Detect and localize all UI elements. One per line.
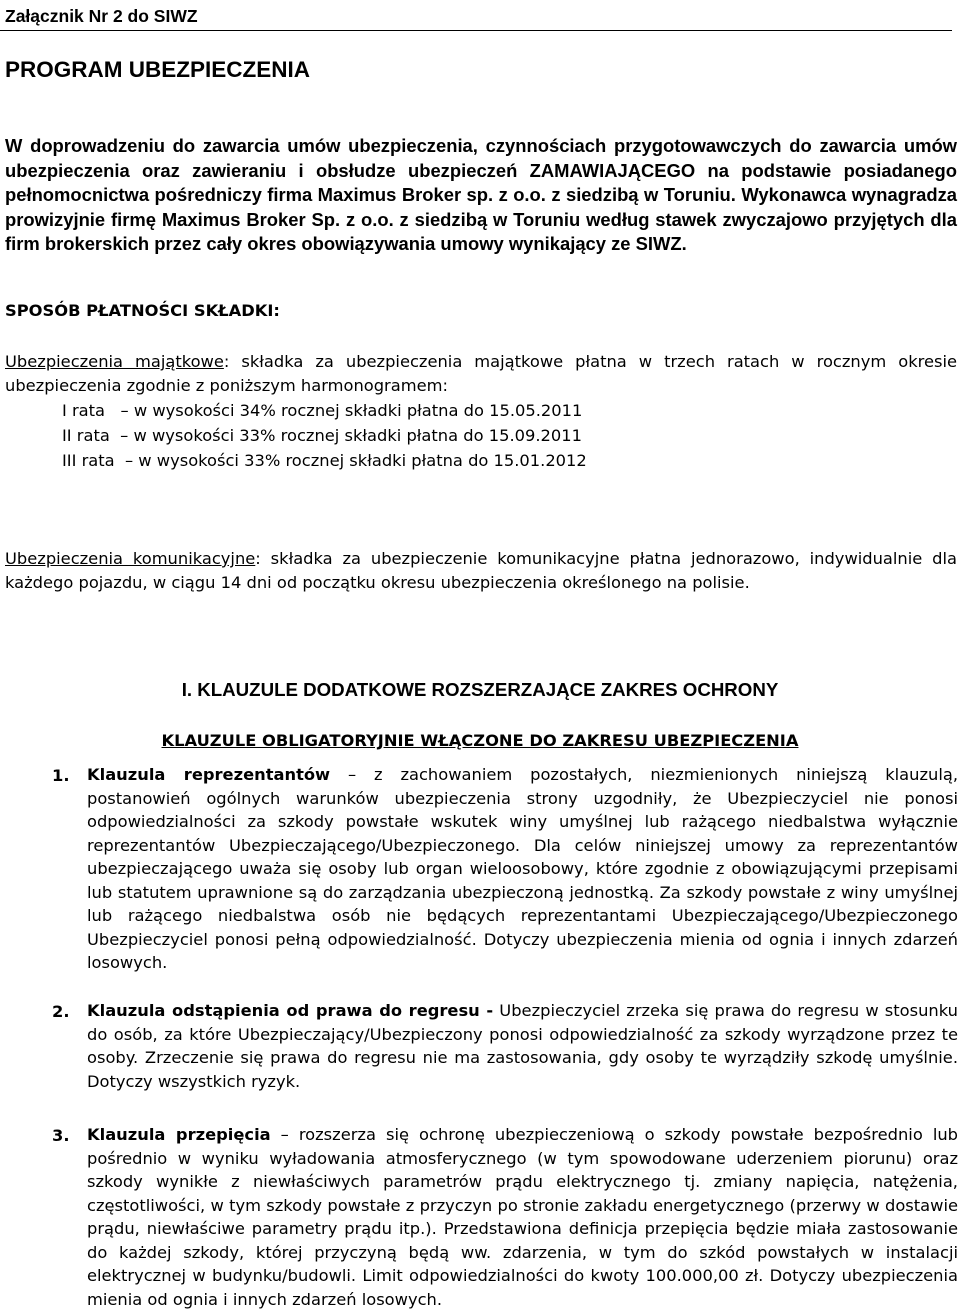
vehicle-insurance-paragraph: [5, 547, 957, 594]
installment-2: II rata – w wysokości 33% rocznej składki płatna do 15.09.2011: [62, 426, 582, 445]
section-subtitle: KLAUZULE OBLIGATORYJNIE WŁĄCZONE DO ZAKRESU UBEZPIECZENIA: [161, 731, 799, 750]
clause-number: 2.: [52, 1002, 70, 1021]
property-insurance-label: Ubezpieczenia majątkowe: [5, 352, 224, 371]
clause-name: Klauzula reprezentantów: [87, 765, 331, 784]
intro-paragraph: W doprowadzeniu do zawarcia umów ubezpieczenia, czynnościach przygotowawczych do zawarcia umów ubezpieczenia oraz zawieraniu i obsłudze ubezpieczeń ZAMAWIAJĄCEGO na podstawie posiadanego pełnomocnictwa pośredniczy firma Maximus Broker sp. z o.o. z siedzibą w Toruniu. Wykonawca wynagradza prowizyjnie firmę Maximus Broker Sp. z o.o. z siedzibą w Toruniu według stawek zwyczajowo przyjętych dla firm brokerskich przez cały okres obowiązywania umowy wynikający ze SIWZ.: [5, 135, 957, 255]
installment-1: I rata – w wysokości 34% rocznej składki płatna do 15.05.2011: [62, 401, 583, 420]
vehicle-insurance-text: : składka za ubezpieczenie komunikacyjne płatna jednorazowo, indywidualnie dla każdego pojazdu, w ciągu 14 dni od początku okresu ubezpieczenia określonego na polisie.: [5, 549, 957, 592]
clause-representatives: [87, 763, 958, 975]
clause-name: Klauzula przepięcia: [87, 1125, 271, 1144]
document-title: PROGRAM UBEZPIECZENIA: [5, 57, 311, 82]
payment-heading: SPOSÓB PŁATNOŚCI SKŁADKI:: [5, 301, 280, 320]
attachment-label: Załącznik Nr 2 do SIWZ: [5, 6, 198, 26]
clause-name: Klauzula odstąpienia od prawa do regresu -: [87, 1001, 494, 1020]
property-insurance-paragraph: [5, 350, 957, 397]
clause-recourse-waiver: [87, 999, 958, 1093]
clause-overvoltage: [87, 1123, 958, 1311]
vehicle-insurance-label: Ubezpieczenia komunikacyjne: [5, 549, 256, 568]
property-insurance-text: : składka za ubezpieczenia majątkowe płatna w trzech ratach w rocznym okresie ubezpieczenia zgodnie z poniższym harmonogramem:: [5, 352, 958, 395]
clause-number: 3.: [52, 1126, 70, 1145]
clause-text: – rozszerza się ochronę ubezpieczeniową o szkody powstałe bezpośrednio lub pośrednio w wyniku wyładowania atmosferycznego (w tym spowodowane uderzeniem piorunu) oraz szkody wynikłe z niewłaściwych parametrów prądu elektrycznego tj. zmiany napięcia, natężenia, częstotliwości, w tym szkody powstałe z przyczyn po stronie zakładu energetycznego (przerwy w dostawie prądu, niewłaściwe parametry prądu itp.). Przedstawiona definicja przepięcia będzie miała zastosowanie do każdej szkody, której przyczyną będą ww. zdarzenia, w tym do szkód powstałych w instalacji elektrycznej w budynku/budowli. Limit odpowiedzialności do kwoty 100.000,00 zł. Dotyczy ubezpieczenia mienia od ognia i innych zdarzeń losowych.: [87, 1125, 958, 1309]
clause-number: 1.: [52, 766, 70, 785]
installment-3: III rata – w wysokości 33% rocznej składki płatna do 15.01.2012: [62, 451, 587, 470]
clause-text: Ubezpieczyciel zrzeka się prawa do regresu w stosunku do osób, za które Ubezpieczający/Ubezpieczony ponosi odpowiedzialność za szkody wyrządzone przez te osoby. Zrzeczenie się prawa do regresu nie ma zastosowania, gdy osoby te wyrządziły szkodę umyślnie. Dotyczy wszystkich ryzyk.: [87, 1001, 958, 1091]
section-title: I. KLAUZULE DODATKOWE ROZSZERZAJĄCE ZAKRES OCHRONY: [181, 679, 779, 700]
clause-text: – z zachowaniem pozostałych, niezmienionych niniejszą klauzulą, postanowień ogólnych warunków ubezpieczenia strony uzgodniły, że Ubezpieczyciel nie ponosi odpowiedzialności za szkody powstałe wskutek winy umyślnej lub rażącego niedbalstwa wyłącznie reprezentantów Ubezpieczającego/Ubezpieczonego. Dla celów niniejszej umowy za reprezentantów ubezpieczającego uważa się osoby lub organ wieloosobowy, które zgodnie z obowiązującymi przepisami lub statutem uprawnione są do zarządzania ubezpieczoną jednostką. Za szkody powstałe z winy umyślnej lub rażącego niedbalstwa osób nie będących reprezentantami Ubezpieczającego/Ubezpieczonego Ubezpieczyciel ponosi pełną odpowiedzialność. Dotyczy ubezpieczenia mienia od ognia i innych zdarzeń losowych.: [87, 765, 958, 972]
